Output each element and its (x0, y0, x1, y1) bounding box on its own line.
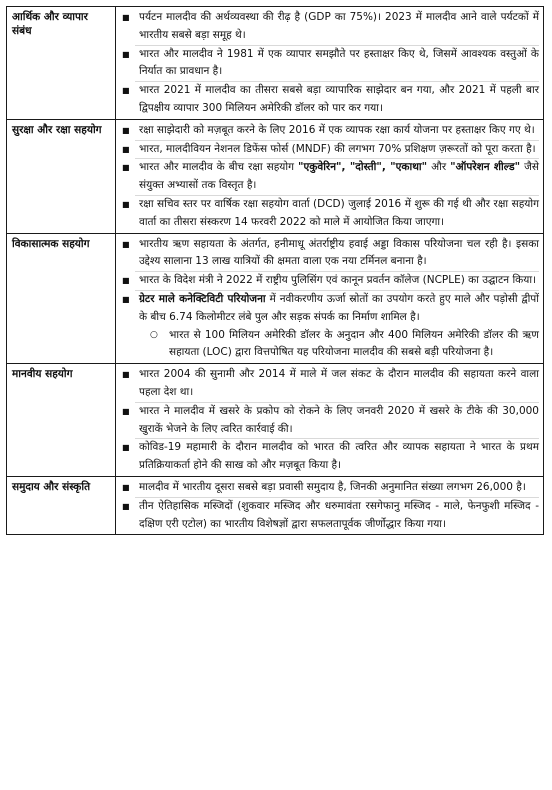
sub-bullet-text: भारत से 100 मिलियन अमेरिकी डॉलर के अनुदान और 400 मिलियन अमेरिकी डॉलर की ऋण सहायता (LOC) द्वारा वित्तपोषित यह परियोजना मालदीव की सबसे बड़ी परियोजना है। (169, 328, 539, 359)
bullet-list (120, 366, 539, 475)
bullet-text: भारतीय ऋण सहायता के अंतर्गत, हनीमाधू अंतर्राष्ट्रीय हवाई अड्डा विकास परियोजना चल रही है। इसका उद्देश्य सालाना 13 लाख यात्रियों की क्षमता वाला एक नया टर्मिनल बनाना है। (139, 237, 539, 268)
square-bullet-icon: ■ (122, 406, 130, 416)
list-item (120, 159, 539, 195)
table-row (7, 119, 544, 233)
list-item (120, 291, 539, 327)
table-row (7, 476, 544, 534)
list-item (120, 272, 539, 290)
list-item (120, 498, 539, 534)
square-bullet-icon: ■ (122, 86, 130, 96)
list-item (120, 141, 539, 159)
square-bullet-icon: ■ (122, 370, 130, 380)
square-bullet-icon: ■ (122, 482, 130, 492)
content-cell (116, 233, 544, 364)
operation-name: "ऑपरेशन शील्ड" (450, 161, 521, 174)
bullet-list (120, 236, 539, 363)
square-bullet-icon: ■ (122, 163, 130, 173)
bullet-list (120, 9, 539, 118)
bullet-list (120, 122, 539, 232)
info-table (6, 6, 544, 535)
list-item (120, 82, 539, 118)
content-cell (116, 476, 544, 534)
bullet-text: भारत ने मालदीव में खसरे के प्रकोप को रोकने के लिए जनवरी 2020 में खसरे के टीके की 30,000 खुराकें भेजने के लिए त्वरित कार्रवाई की। (139, 404, 539, 435)
list-item (120, 196, 539, 232)
square-bullet-icon: ■ (122, 239, 130, 249)
bullet-text-mid: और (427, 161, 451, 174)
exercise-names: "एकुवेरिन", "दोस्ती", "एकाथा" (298, 161, 428, 174)
bullet-text: तीन ऐतिहासिक मस्जिदों (शुकवार मस्जिद और धरुमावंता रसगेफानु मस्जिद - माले, फेनफुशी मस्जिद - दक्षिण एरी एटोल) का भारतीय विशेषज्ञों द्वारा सफलतापूर्वक जीर्णोद्धार किया गया। (139, 499, 539, 530)
category-cell: सुरक्षा और रक्षा सहयोग (7, 119, 116, 233)
bullet-text: पर्यटन मालदीव की अर्थव्यवस्था की रीढ़ है (GDP का 75%)। 2023 में मालदीव आने वाले पर्यटकों में भारतीय सबसे बड़ा समूह थे। (139, 11, 539, 41)
bullet-text: भारत 2004 की सुनामी और 2014 में माले में जल संकट के दौरान मालदीव की सहायता करने वाला पहला देश था। (139, 368, 539, 398)
bullet-text-pre: भारत और मालदीव के बीच रक्षा सहयोग (139, 161, 299, 174)
bullet-text: रक्षा साझेदारी को मज़बूत करने के लिए 2016 में एक व्यापक रक्षा कार्य योजना पर हस्ताक्षर किए गए थे। (139, 123, 535, 136)
category-cell: मानवीय सहयोग (7, 364, 116, 477)
list-item (120, 46, 539, 82)
project-name: ग्रेटर माले कनेक्टिविटी परियोजना (139, 292, 266, 305)
list-item (120, 479, 539, 497)
category-cell: विकासात्मक सहयोग (7, 233, 116, 364)
square-bullet-icon: ■ (122, 199, 130, 209)
square-bullet-icon: ■ (122, 276, 130, 286)
bullet-text: भारत 2021 में मालदीव का तीसरा सबसे बड़ा व्यापारिक साझेदार बन गया, और 2021 में पहली बार द्विपक्षीय व्यापार 300 मिलियन अमेरिकी डॉलर को पार कर गया। (139, 84, 539, 114)
table-row (7, 364, 544, 477)
list-item (120, 439, 539, 475)
content-cell (116, 7, 544, 120)
bullet-text: भारत के विदेश मंत्री ने 2022 में राष्ट्रीय पुलिसिंग एवं कानून प्रवर्तन कॉलेज (NCPLE) का उद्घाटन किया। (139, 274, 537, 287)
square-bullet-icon: ■ (122, 294, 130, 304)
list-item (120, 9, 539, 45)
circle-bullet-icon: ○ (150, 329, 158, 340)
bullet-text: मालदीव में भारतीय दूसरा सबसे बड़ा प्रवासी समुदाय है, जिनकी अनुमानित संख्या लगभग 26,000 है। (139, 480, 526, 493)
content-cell (116, 119, 544, 233)
bullet-text: भारत, मालदीवियन नेशनल डिफेंस फोर्स (MNDF) की लगभग 70% प्रशिक्षण ज़रूरतों को पूरा करता है। (139, 142, 536, 155)
document (6, 6, 544, 535)
bullet-text: भारत और मालदीव ने 1981 में एक व्यापार समझौते पर हस्ताक्षर किए थे, जिसमें आवश्यक वस्तुओं के निर्यात का प्रावधान है। (139, 47, 539, 78)
square-bullet-icon: ■ (122, 443, 130, 453)
table-row (7, 233, 544, 364)
bullet-list (120, 479, 539, 533)
list-item (120, 403, 539, 439)
bullet-text: कोविड-19 महामारी के दौरान मालदीव को भारत की त्वरित और व्यापक सहायता ने भारत के प्रथम प्रतिक्रियाकर्ता होने की साख को और मज़बूत किया है। (139, 441, 539, 472)
bullet-text-post: में नवीकरणीय ऊर्जा स्रोतों का उपयोग करते हुए माले और पड़ोसी द्वीपों के बीच 6.74 किलोमीटर लंबे पुल और सड़क संपर्क का निर्माण शामिल है। (139, 292, 539, 323)
category-cell: आर्थिक और व्यापार संबंध (7, 7, 116, 120)
square-bullet-icon: ■ (122, 13, 130, 22)
content-cell (116, 364, 544, 477)
square-bullet-icon: ■ (122, 144, 130, 154)
list-item (120, 366, 539, 402)
category-cell: समुदाय और संस्कृति (7, 476, 116, 534)
list-item (120, 122, 539, 140)
list-item (120, 236, 539, 272)
sub-list-item (120, 327, 539, 363)
bullet-text: रक्षा सचिव स्तर पर वार्षिक रक्षा सहयोग वार्ता (DCD) जुलाई 2016 में शुरू की गई थी और रक्षा सहयोग वार्ता का तीसरा संस्करण 14 फरवरी 2022 को माले में आयोजित किया जाएगा। (139, 197, 539, 228)
bullet-text-post: जैसे संयुक्त अभ्यासों तक विस्तृत है। (139, 161, 539, 192)
square-bullet-icon: ■ (122, 125, 130, 135)
square-bullet-icon: ■ (122, 49, 130, 59)
table-row (7, 7, 544, 120)
square-bullet-icon: ■ (122, 501, 130, 511)
